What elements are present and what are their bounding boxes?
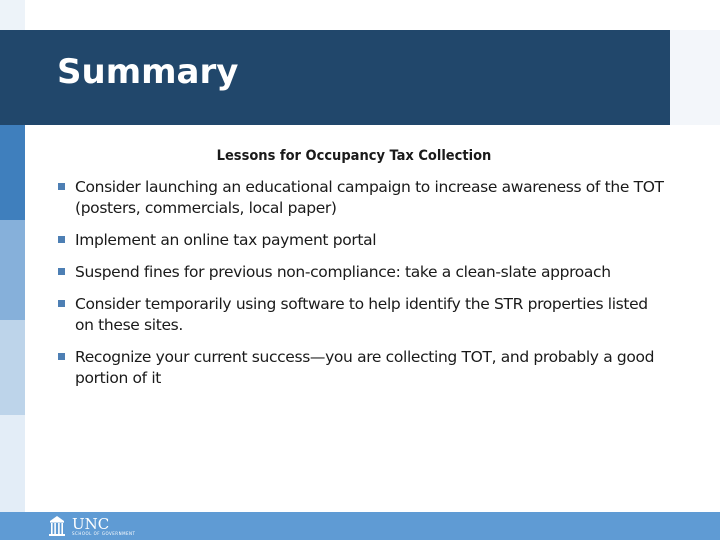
stripe-segment: [0, 30, 25, 125]
left-accent-stripe: [0, 0, 25, 540]
title-bar-right-strip: [670, 30, 720, 125]
slide-subtitle: Lessons for Occupancy Tax Collection: [216, 148, 492, 164]
bullet-square-icon: [58, 268, 65, 275]
stripe-segment: [0, 125, 25, 220]
title-bar: [25, 30, 670, 125]
bullet-text: Consider temporarily using software to help identify the STR properties listed on these sites.: [75, 295, 648, 334]
bullet-square-icon: [58, 236, 65, 243]
bullet-square-icon: [58, 300, 65, 307]
bullet-item: [58, 262, 670, 283]
bullet-text: Consider launching an educational campaign to increase awareness of the TOT (posters, commercials, local paper): [75, 178, 664, 217]
bullet-text: Recognize your current success—you are collecting TOT, and probably a good portion of it: [75, 348, 655, 387]
bullet-text: Implement an online tax payment portal: [75, 231, 377, 249]
bullet-square-icon: [58, 183, 65, 190]
bullet-item: [58, 294, 670, 336]
bullet-item: [58, 177, 670, 219]
bullet-square-icon: [58, 353, 65, 360]
logo-subtext: SCHOOL OF GOVERNMENT: [72, 530, 136, 536]
bullet-text: Suspend fines for previous non-compliance: take a clean-slate approach: [75, 263, 611, 281]
slide-title: Summary: [57, 52, 239, 92]
stripe-segment: [0, 415, 25, 512]
bullet-list: [58, 177, 670, 389]
unc-logo: [48, 515, 135, 537]
old-well-icon: [48, 515, 66, 537]
footer-bar: [0, 512, 720, 540]
bullet-item: [58, 347, 670, 389]
slide-content: [58, 148, 670, 400]
stripe-segment: [0, 0, 25, 30]
logo-wordmark: UNC: [72, 514, 110, 533]
stripe-segment: [0, 320, 25, 415]
stripe-segment: [0, 220, 25, 320]
bullet-item: [58, 230, 670, 251]
